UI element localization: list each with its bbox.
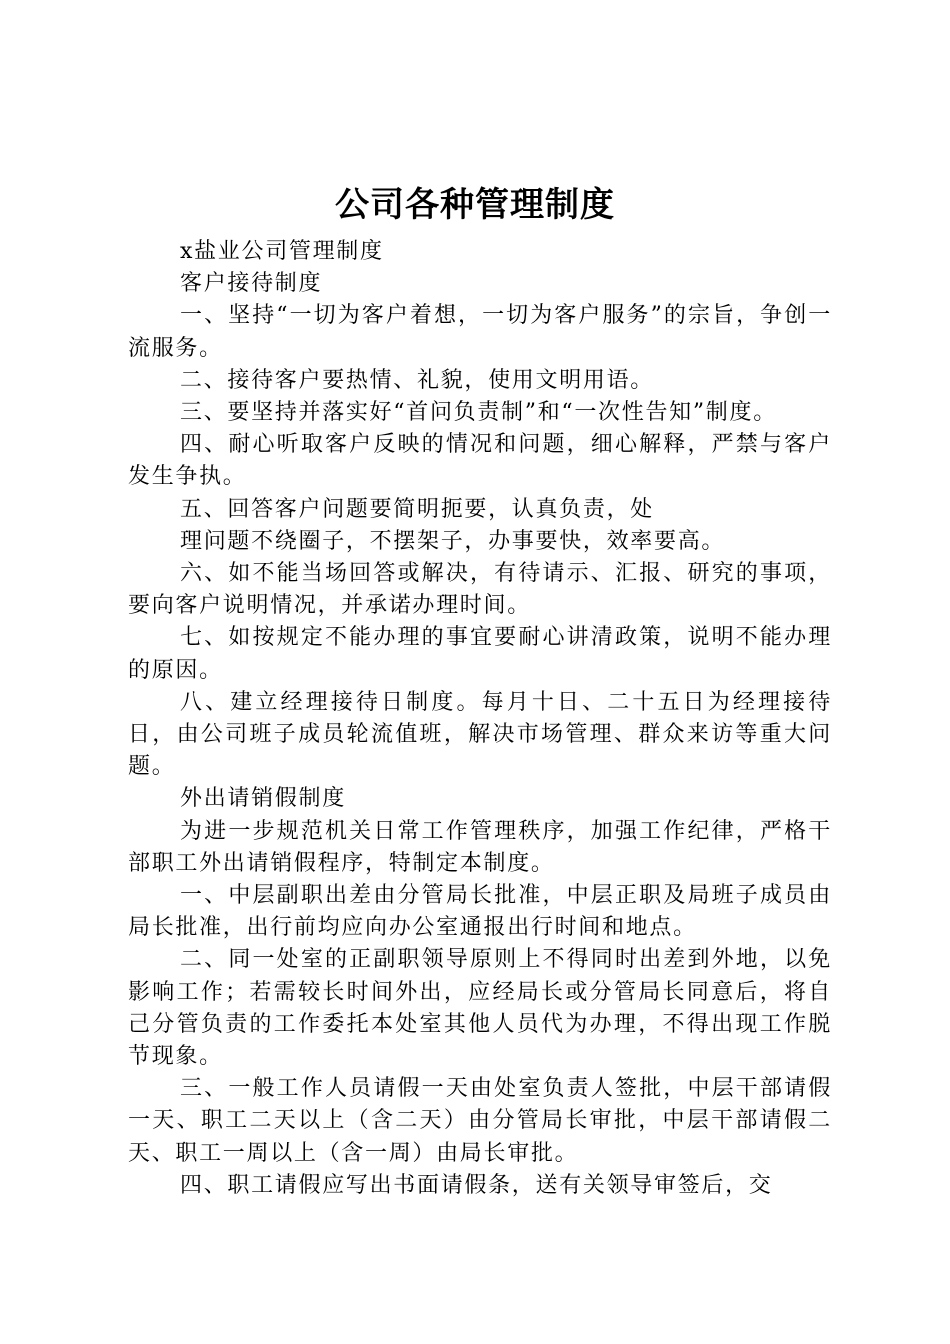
paragraph: 七、如按规定不能办理的事宜要耐心讲清政策，说明不能办理的原因。 bbox=[128, 625, 832, 683]
paragraph: 理问题不绕圈子，不摆架子，办事要快，效率要高。 bbox=[180, 528, 726, 554]
paragraph: 为进一步规范机关日常工作管理秩序，加强工作纪律，严格干部职工外出请销假程序，特制定本制度。 bbox=[128, 818, 832, 876]
paragraph: 三、要坚持并落实好“首问负责制”和“一次性告知”制度。 bbox=[180, 400, 777, 426]
document-title: 公司各种管理制度 bbox=[335, 185, 615, 225]
paragraph: 四、职工请假应写出书面请假条，送有关领导审签后，交 bbox=[180, 1172, 773, 1198]
paragraph: 一、中层副职出差由分管局长批准，中层正职及局班子成员由局长批准，出行前均应向办公室通报出行时间和地点。 bbox=[128, 883, 832, 941]
paragraph: 二、同一处室的正副职领导原则上不得同时出差到外地，以免影响工作；若需较长时间外出，应经局长或分管局长同意后，将自己分管负责的工作委托本处室其他人员代为办理，不得出现工作脱节现象。 bbox=[128, 947, 832, 1070]
document-body bbox=[128, 236, 832, 1202]
paragraph: 六、如不能当场回答或解决，有待请示、汇报、研究的事项，要向客户说明情况，并承诺办理时间。 bbox=[128, 561, 832, 619]
paragraph: x盐业公司管理制度 bbox=[180, 239, 384, 264]
paragraph: 三、一般工作人员请假一天由处室负责人签批，中层干部请假一天、职工二天以上（含二天）由分管局长审批，中层干部请假二天、职工一周以上（含一周）由局长审批。 bbox=[128, 1076, 832, 1166]
paragraph: 八、建立经理接待日制度。每月十日、二十五日为经理接待日，由公司班子成员轮流值班，解决市场管理、群众来访等重大问题。 bbox=[128, 689, 832, 780]
paragraph: 一、坚持“一切为客户着想，一切为客户服务”的宗旨，争创一流服务。 bbox=[128, 303, 832, 361]
section-heading: 客户接待制度 bbox=[180, 271, 323, 297]
paragraph: 五、回答客户问题要简明扼要，认真负责，处 bbox=[180, 496, 655, 522]
section-heading: 外出请销假制度 bbox=[180, 786, 346, 812]
paragraph: 四、耐心听取客户反映的情况和问题，细心解释，严禁与客户发生争执。 bbox=[128, 432, 832, 490]
paragraph: 二、接待客户要热情、礼貌，使用文明用语。 bbox=[180, 367, 655, 393]
